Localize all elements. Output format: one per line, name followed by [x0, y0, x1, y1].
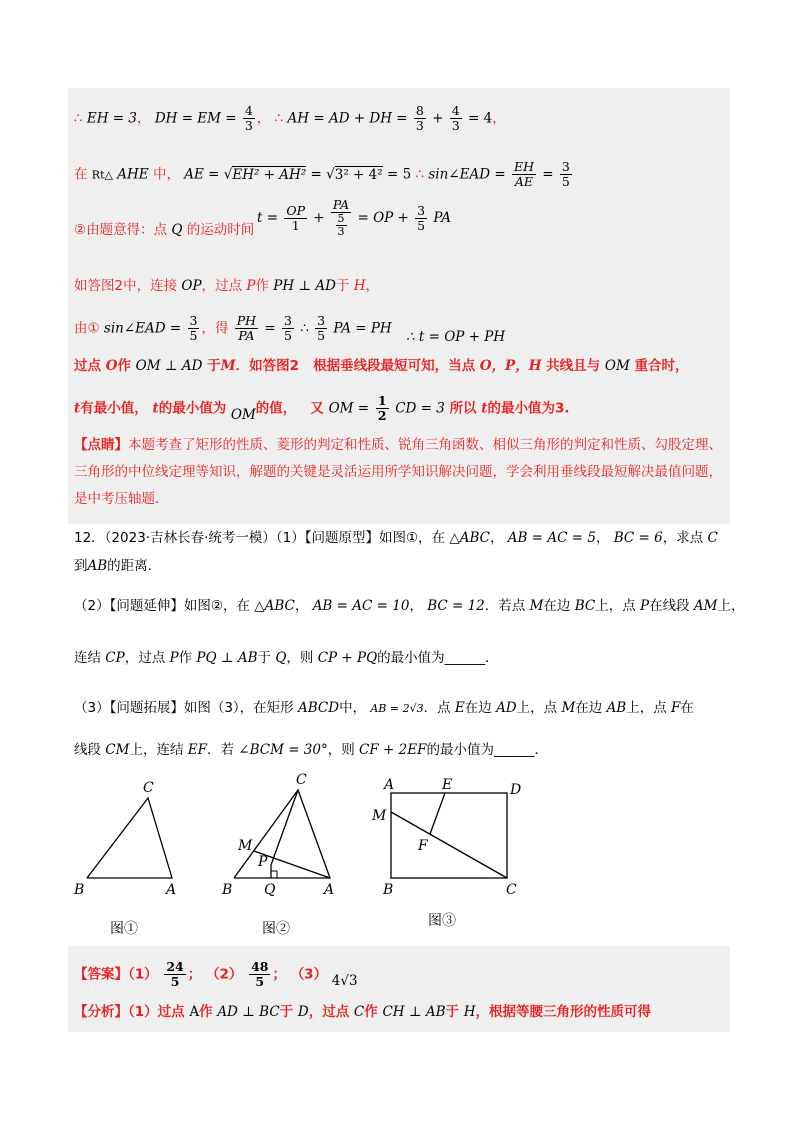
fraction-8-3: $\frac{8}{3}$: [415, 103, 424, 133]
fig2-label-b: B: [222, 882, 233, 898]
solution-line-6: 过点 O作 OM ⊥ AD 于M．如答图2 根据垂线段最短可知，当点 O，P，H 共线且与 OM 重合时，: [74, 358, 689, 374]
fig2-label-q: Q: [264, 882, 276, 898]
fig2-caption: 图②: [262, 921, 290, 937]
fraction-op-1: $\frac{OP}{1}$: [286, 202, 305, 233]
fraction-eh-ae: $\frac{EH}{AE}$: [513, 159, 534, 189]
q12-line-5: （3）【问题拓展】如图（3），在矩形 ABCD中， AB = 2√3．点 E在边 AD上，点 M在边 AB上，点 F在: [74, 700, 694, 716]
q12-line-6: 线段 CM上，连结 EF．若 ∠BCM = 30°，则 CF + 2EF的最小值为______．: [74, 742, 548, 758]
fig3-label-m: M: [372, 808, 387, 824]
fig3-label-d: D: [510, 782, 522, 798]
fig3-label-b: B: [383, 882, 394, 898]
math-eh: EH = 3: [86, 110, 138, 127]
comment-paragraph: 【点睛】本题考查了矩形的性质、菱形的判定和性质、锐角三角函数、相似三角形的判定和性质、勾股定理、三角形的中位线定理等知识，解题的关键是灵活运用所学知识解决问题，学会利用垂线段最短解决最值问题，是中考压轴题．: [74, 437, 722, 507]
fig1-label-a: A: [166, 882, 177, 898]
solution-line-7: t有最小值， t的最小值为 OM的值， 又 OM = $\frac{1}{2}$ CD = 3 所以 t的最小值为3.: [74, 393, 570, 423]
figure-2: [234, 790, 330, 878]
q12-line-2: 到AB的距离．: [74, 558, 162, 574]
solution-line-5: 由① sin∠EAD = $\frac{3}{5}$ ，得 $\frac{PH}{PA}$ = $\frac{3}{5}$ ∴ $\frac{3}{5}$ PA = PH ∴ t = OP + PH: [74, 313, 506, 345]
fig1-caption: 图①: [110, 921, 138, 937]
figure-1: [87, 798, 172, 878]
q12-line-1: 12．（2023·吉林长春·统考一模）（1）【问题原型】如图①，在 △ABC， AB = AC = 5， BC = 6，求点 C: [74, 530, 718, 546]
answer-line: 【答案】（1） $\frac{24}{5}$ ； （2） $\frac{48}{5}$ ； （3） 4√3: [74, 959, 358, 989]
fig1-label-b: B: [74, 882, 85, 898]
sqrt-expression-1: √EH² + AH²: [223, 166, 307, 183]
solution-line-3: ②由题意得：点 Q 的运动时间: [74, 222, 255, 238]
fraction-ph-pa: $\frac{PH}{PA}$: [236, 313, 257, 343]
fig2-label-a: A: [324, 882, 335, 898]
fig3-label-f: F: [418, 838, 428, 854]
fig2-label-p: P: [258, 854, 268, 870]
math-ah: AH = AD + DH =: [287, 110, 408, 127]
fig3-label-a: A: [384, 777, 395, 793]
fig3-caption: 图③: [428, 913, 456, 929]
solution-line-1: ∴ EH = 3， DH = EM = $\frac{4}{3}$ ， ∴ AH = AD + DH = $\frac{8}{3}$ + $\frac{4}{3}$ = 4，: [74, 103, 506, 133]
fig3-label-e: E: [442, 777, 453, 793]
q12-line-4: 连结 CP，过点 P作 PQ ⊥ AB于 Q，则 CP + PQ的最小值为______．: [74, 650, 499, 666]
solution-line-2: 在 Rt△ AHE 中， AE = √EH² + AH² = √3² + 4² = 5 ∴ sin∠EAD = $\frac{EH}{AE}$ = $\frac{3}{5}$: [74, 159, 570, 189]
time-formula: t = $\frac{OP}{1}$ + $\frac{PA}{\frac{5}{3}}$ = OP + $\frac{3}{5}$ PA: [257, 197, 452, 238]
fraction-4-3: $\frac{4}{3}$: [244, 103, 253, 133]
fraction-3-5b: $\frac{3}{5}$: [417, 202, 426, 233]
q12-line-3: （2）【问题延伸】如图②，在 △ABC， AB = AC = 10， BC = 12．若点 M在边 BC上，点 P在线段 AM上，: [74, 598, 745, 614]
sqrt-expression-2: √3² + 4²: [326, 166, 383, 183]
fraction-4-3b: $\frac{4}{3}$: [451, 103, 460, 133]
solution-line-4: 如答图2中，连接 OP，过点 P作 PH ⊥ AD于 H，: [74, 278, 380, 294]
fraction-3-5: $\frac{3}{5}$: [561, 159, 570, 189]
fraction-pa-5-3: $\frac{PA}{\frac{5}{3}}$: [332, 197, 350, 238]
analysis-line: 【分析】（1）过点 A作 AD ⊥ BC于 D，过点 C作 CH ⊥ AB于 H，根据等腰三角形的性质可得: [74, 1004, 651, 1020]
fig1-label-c: C: [143, 780, 154, 796]
fig3-label-c: C: [506, 882, 517, 898]
fig2-label-c: C: [296, 772, 307, 788]
therefore-symbol: ∴: [74, 110, 83, 127]
fig2-label-m: M: [238, 838, 253, 854]
figure-3: [391, 793, 507, 878]
math-dh-em: DH = EM =: [154, 110, 237, 127]
